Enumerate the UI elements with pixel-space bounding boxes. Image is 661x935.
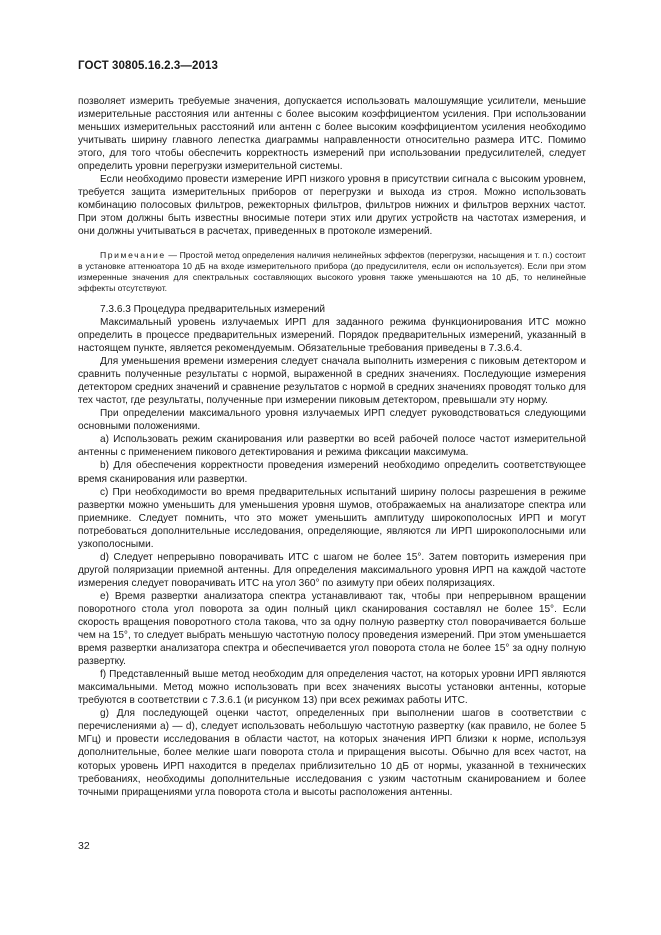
document-body (78, 95, 586, 799)
note-block (78, 250, 586, 294)
list-item-f: f) Представленный выше метод необходим для определения частот, на которых уровни ИРП являются максимальными. Метод можно использовать при всех значениях высоты установки антенны, которые требуются в соответствии с 7.3.6.1 (и рисунком 13) при всех режимах работы ИТС. (78, 669, 586, 707)
section-paragraph: При определении максимального уровня излучаемых ИРП следует руководствоваться следующими основными положениями. (78, 408, 586, 433)
list-item-a: a) Использовать режим сканирования или развертки во всей рабочей полосе частот измерительной антенны с применением пикового детектирования и режима фиксации максимума. (78, 434, 586, 459)
list-item-d: d) Следует непрерывно поворачивать ИТС с шагом не более 15°. Затем повторить измерения при другой поляризации приемной антенны. Для определения максимального уровня ИРП на каждой частоте измерения следует поворачивать ИТС на угол 360° по азимуту при обеих поляризациях. (78, 551, 586, 589)
list-item-c: c) При необходимости во время предварительных испытаний ширину полосы разрешения в режиме развертки можно уменьшить для уменьшения уровня шумов, отображаемых на анализаторе спектра или приемнике. Следует помнить, что это может уменьшить амплитуду широкополосных ИРП и могут потребоваться дополнительные исследования, определяющие, являются ли ИРП широкополосными или узкополосными. (78, 486, 586, 550)
section-paragraph: Максимальный уровень излучаемых ИРП для заданного режима функционирования ИТС можно определить в процессе предварительных измерений. Порядок предварительных измерений, указанный в настоящем пункте, является рекомендуемым. Обязательные требования приведены в 7.3.6.4. (78, 316, 586, 355)
document-header: ГОСТ 30805.16.2.3—2013 (78, 60, 218, 72)
section-paragraph: Для уменьшения времени измерения следует сначала выполнить измерения с пиковым детектором и сравнить полученные результаты с нормой, выраженной в средних значениях. Последующие измерения детектором средних значений и сравнение результатов с нормой в средних значениях проводят только для тех частот, где результаты, полученные при измерении пиковым детектором, превышали эту норму. (78, 356, 586, 407)
list-item-g: g) Для последующей оценки частот, определенных при выполнении шагов в соответствии с перечислениями a) — d), следует использовать небольшую частотную развертку (как правило, не более 5 МГц) и провести исследования в области частот, на которых значения ИРП близки к норме, используя дополнительные, более мелкие шаги поворота стола и приращения высоты. Обычно для всех частот, на которых уровень ИРП находится в пределах приблизительно 10 дБ от нормы, указанной в технических требованиях, необходимы дополнительные исследования с узким частотным сканированием и более точными приращениями угла поворота стола и высоты расположения антенны. (78, 708, 586, 798)
list-item-b: b) Для обеспечения корректности проведения измерений необходимо определить соответствующее время сканирования или развертки. (78, 460, 586, 485)
note-label: Примечание (100, 249, 166, 260)
paragraph-overload-protection: Если необходимо провести измерение ИРП низкого уровня в присутствии сигнала с высоким уровнем, требуется защита измерительных приборов от перегрузки и выхода из строя. Можно использовать комбинацию полосовых фильтров, режекторных фильтров, фильтров нижних и фильтров верхних частот. При этом должны быть известны вносимые потери этих или других устройств на частотах измерения, и они должны учитываться в расчетах, приведенных в протоколе измерений. (78, 174, 586, 238)
list-item-e: e) Время развертки анализатора спектра устанавливают так, чтобы при непрерывном вращении поворотного стола угол поворота за один полный цикл сканирования составлял не более 15°. Если скорость вращения поворотного стола такова, что за одну полную развертку стол поворачивается больше чем на 15°, то следует выбрать меньшую частотную полосу проведения измерений. При этом уменьшается время развертки анализатора спектра и обеспечивается угол поворота стола не более 15° за одну полную развертку. (78, 590, 586, 668)
page-number: 32 (78, 840, 90, 852)
note-text: — Простой метод определения наличия нелинейных эффектов (перегрузки, насыщения и т. п.) состоит в установке аттенюатора 10 дБ на входе измерительного прибора (до предусилителя, если он используется). Если при этом измеренные значения для спектральных составляющих высокого уровня также уменьшаются на 10 дБ, то нелинейные эффекты отсутствуют. (78, 249, 586, 293)
paragraph-continuation: позволяет измерить требуемые значения, допускается использовать малошумящие усилители, меньшие измерительные расстояния или антенны с более высоким коэффициентом усиления. При использовании меньших измерительных расстояний или антенн с более высоким коэффициентом усиления необходимо учитывать ширину главного лепестка диаграммы направленности относительно размера ИТС. Помимо этого, для того чтобы обеспечить корректность измерений при использовании предусилителей, следует определить уровни перегрузки измерительной системы. (78, 96, 586, 173)
section-heading: 7.3.6.3 Процедура предварительных измерений (100, 303, 326, 315)
